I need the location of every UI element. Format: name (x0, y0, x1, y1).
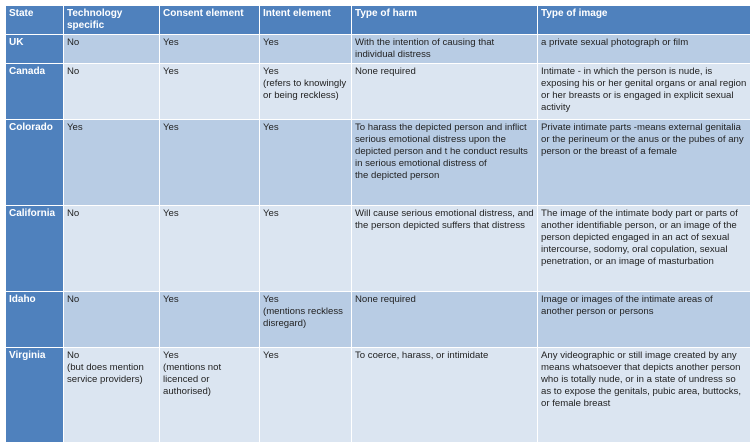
cell-harm: To coerce, harass, or intimidate (352, 348, 538, 443)
cell-harm: None required (352, 292, 538, 348)
table-row-colorado (6, 120, 751, 206)
cell-consent: Yes (160, 292, 260, 348)
header-type-of-image: Type of image (538, 6, 751, 35)
cell-state: UK (6, 35, 64, 64)
header-type-of-harm: Type of harm (352, 6, 538, 35)
table-row-virginia (6, 348, 751, 443)
cell-technology: No (64, 206, 160, 292)
legislation-comparison-table-wrapper (5, 5, 750, 441)
cell-harm: To harass the depicted person and inflict serious emotional distress upon the depicted person and t he conduct results in serious emotional distress of the depicted person (352, 120, 538, 206)
header-state: State (6, 6, 64, 35)
cell-intent: Yes (260, 120, 352, 206)
cell-intent: Yes (260, 206, 352, 292)
table-row-canada (6, 64, 751, 120)
table-row-idaho (6, 292, 751, 348)
cell-intent: Yes (260, 348, 352, 443)
table-row-uk (6, 35, 751, 64)
cell-consent: Yes (160, 35, 260, 64)
cell-technology: No (64, 35, 160, 64)
cell-technology: No (but does mention service providers) (64, 348, 160, 443)
cell-image: a private sexual photograph or film (538, 35, 751, 64)
cell-consent: Yes (160, 206, 260, 292)
cell-harm: None required (352, 64, 538, 120)
cell-intent: Yes (refers to knowingly or being reckless) (260, 64, 352, 120)
cell-state: Colorado (6, 120, 64, 206)
cell-consent: Yes (160, 120, 260, 206)
header-technology-specific: Technology specific (64, 6, 160, 35)
header-intent-element: Intent element (260, 6, 352, 35)
cell-image: The image of the intimate body part or parts of another identifiable person, or an image of the person depicted engaged in an act of sexual intercourse, sodomy, oral copulation, sexual penetration, or an image of masturbation (538, 206, 751, 292)
cell-state: Virginia (6, 348, 64, 443)
cell-consent: Yes (160, 64, 260, 120)
cell-harm: Will cause serious emotional distress, and the person depicted suffers that distress (352, 206, 538, 292)
cell-image: Image or images of the intimate areas of another person or persons (538, 292, 751, 348)
table-row-california (6, 206, 751, 292)
cell-technology: No (64, 292, 160, 348)
cell-harm: With the intention of causing that individual distress (352, 35, 538, 64)
cell-image: Intimate - in which the person is nude, is exposing his or her genital organs or anal region or her breasts or is engaged in explicit sexual activity (538, 64, 751, 120)
cell-technology: Yes (64, 120, 160, 206)
header-row (6, 6, 751, 35)
cell-image: Private intimate parts -means external genitalia or the perineum or the anus or the pubes of any person or the breast of a female (538, 120, 751, 206)
cell-state: Idaho (6, 292, 64, 348)
cell-image: Any videographic or still image created by any means whatsoever that depicts another person who is totally nude, or in a state of undress so as to expose the genitals, pubic area, buttocks, or female breast (538, 348, 751, 443)
legislation-comparison-table (5, 5, 751, 443)
cell-state: Canada (6, 64, 64, 120)
cell-consent: Yes (mentions not licenced or authorised) (160, 348, 260, 443)
cell-state: California (6, 206, 64, 292)
cell-technology: No (64, 64, 160, 120)
cell-intent: Yes (260, 35, 352, 64)
header-consent-element: Consent element (160, 6, 260, 35)
cell-intent: Yes (mentions reckless disregard) (260, 292, 352, 348)
